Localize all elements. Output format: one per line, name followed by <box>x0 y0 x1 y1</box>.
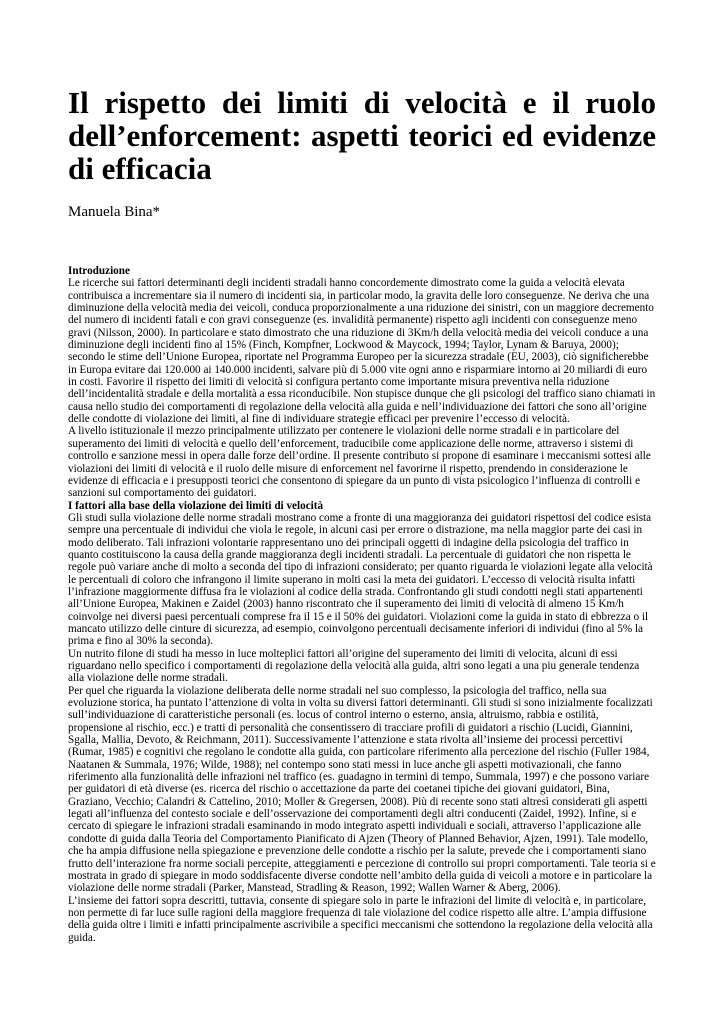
section-fattori <box>68 500 656 944</box>
section-heading: Introduzione <box>68 265 130 277</box>
paragraph: Gli studi sulla violazione delle norme stradali mostrano come a fronte di una maggioranza dei guidatori rispettosi del codice esista sempre una percentuale di individui che viola le regole, in alcuni casi per errore o distrazione, ma nella maggior parte dei casi in modo deliberato. Tali infrazioni volontarie rappresentano uno dei principali oggetti di indagine della psicologia del traffico in quanto costituiscono la causa della grande maggioranza degli incidenti stradali. La percentuale di guidatori che non rispetta le regole può variare anche di molto a seconda del tipo di infrazioni considerato; per quanto riguarda le violazioni legate alla velocità le percentuali di coloro che infrangono il limite superano in molti casi la meta dei guidatori. L’eccesso di velocità risulta infatti l’infrazione maggiormente diffusa fra le violazioni al codice della strada. Confrontando gli studi condotti negli stati appartenenti all’Unione Europea, Makinen e Zaidel (2003) hanno riscontrato che il superamento dei limiti di velocità di almeno 15 Km/h coinvolge nei diversi paesi percentuali comprese fra il 15 e il 50% dei guidatori. Violazioni come la guida in stato di ebbrezza o il mancato utilizzo delle cinture di sicurezza, ad esempio, coinvolgono percentuali decisamente inferiori di individui (fino al 5% la prima e fino al 30% la seconda). <box>68 511 653 648</box>
paragraph: Un nutrito filone di studi ha messo in luce molteplici fattori all’origine del superamento dei limiti di velocita, alcuni di essi riguardano nello specifico i comportamenti di regolazione della velocità alla guida, altri sono legati a una piu generale tendenza alla violazione delle norme stradali. <box>68 647 640 685</box>
section-introduzione <box>68 265 656 500</box>
author-name: Manuela Bina* <box>68 204 161 220</box>
paragraph: Le ricerche sui fattori determinanti degli incidenti stradali hanno concordemente dimostrato come la guida a velocità elevata contribuisca a incrementare sia il numero di incidenti sia, in particolar modo, la gravita delle loro conseguenze. Ne deriva che una diminuzione della velocità media dei veicoli, conduca proporzionalmente a una riduzione dei sinistri, con un maggiore decremento del numero di incidenti fatali e con gravi conseguenze (es. invalidità permanente) rispetto agli incidenti con conseguenze meno gravi (Nilsson, 2000). In particolare e stato dimostrato che una riduzione di 3Km/h della velocità media dei veicoli conduce a una diminuzione degli incidenti fino al 15% (Finch, Kompfner, Lockwood & Maycock, 1994; Taylor, Lynam & Baruya, 2000); secondo le stime dell’Unione Europea, riportate nel Programma Europeo per la sicurezza stradale (EU, 2003), ciò significherebbe in Europa evitare dai 120.000 ai 140.000 incidenti, salvare più di 5.000 vite ogni anno e risparmiare intorno ai 20 miliardi di euro in costi. Favorire il rispetto dei limiti di velocità si configura pertanto come importante misura preventiva nella riduzione dell’incidentalità stradale e della mortalità a essa riconducibile. Non stupisce dunque che gli psicologi del traffico siano chiamati in causa nello studio dei comportamenti di regolazione della velocità alla guida e nell’individuazione dei fattori che sono all’origine delle condotte di violazione dei limiti, al fine di individuare strategie efficaci per prevenire l’eccesso di velocità. <box>68 277 656 426</box>
paragraph: Per quel che riguarda la violazione deliberata delle norme stradali nel suo complesso, la psicologia del traffico, nella sua evoluzione storica, ha puntato l’attenzione di volta in volta su diversi fattori determinanti. Gli studi si sono inizialmente focalizzati sull’individuazione di caratteristiche personali (es. locus of control interno o esterno, ansia, altruismo, rabbia e ostilità, propensione al rischio, ecc.) e tratti di personalità che consentissero di tracciare profili di guidatori a rischio (Lucidi, Giannini, Sgalla, Mallia, Devoto, & Reichmann, 2011). Successivamente l’attenzione e stata rivolta all’insieme dei processi percettivi (Rumar, 1985) e cognitivi che regolano le condotte alla guida, con particolare riferimento alla percezione del rischio (Fuller 1984, Naatanen & Summala, 1976; Wilde, 1988); nel contempo sono stati messi in luce anche gli aspetti motivazionali, che fanno riferimento alla funzionalità delle infrazioni nel traffico (es. guadagno in termini di tempo, Summala, 1997) e che possono variare per guidatori di età diverse (es. ricerca del rischio o accettazione da parte dei coetanei tipiche dei giovani guidatori, Bina, Graziano, Vecchio; Calandri & Cattelino, 2010; Moller & Gregersen, 2008). Più di recente sono stati altresì considerati gli aspetti legati all’influenza del contesto sociale e dell’osservazione dei comportamenti degli altri conducenti (Zaidel, 1992). Infine, si e cercato di spiegare le infrazioni stradali esaminando in modo integrato aspetti individuali e sociali, attraverso l’applicazione alle condotte di guida dalla Teoria del Comportamento Pianificato di Ajzen (Theory of Planned Behavior, Ajzen, 1991). Tale modello, che ha ampia diffusione nella spiegazione e prevenzione delle condotte a rischio per la salute, prevede che i comportamenti siano frutto dell’interazione fra norme sociali percepite, atteggiamenti e percezione di controllo sui propri comportamenti. Tale teoria si e mostrata in grado di spiegare in modo soddisfacente diverse condotte nell’ambito della guida di veicoli a motore e in particolare la violazione delle norme stradali (Parker, Manstead, Stradling & Reason, 1992; Wallen Warner & Aberg, 2006). <box>68 684 656 895</box>
paper-title: Il rispetto dei limiti di velocità e il ruolo dell’enforcement: aspetti teorici ed evidenze di efficacia <box>68 85 656 186</box>
section-heading: I fattori alla base della violazione dei limiti di velocità <box>68 499 324 512</box>
paper-body <box>68 265 656 944</box>
paper-page <box>68 86 656 944</box>
paragraph: L’insieme dei fattori sopra descritti, tuttavia, consente di spiegare solo in parte le infrazioni del limite di velocità e, in particolare, non permette di far luce sulle ragioni della maggiore frequenza di tale violazione del codice rispetto alle altre. L’ampia diffusione della guida oltre i limiti e infatti principalmente ascrivibile a specifici meccanismi che sottendono la regolazione della velocità alla guida. <box>68 894 653 944</box>
paragraph: A livello istituzionale il mezzo principalmente utilizzato per contenere le violazioni delle norme stradali e in particolare del superamento dei limiti di velocità e quello dell’enforcement, traducibile come applicazione delle norme, attraverso i sistemi di controllo e sanzione messi in opera dalle forze dell’ordine. Il presente contributo si propone di esaminare i meccanismi sottesi alle violazioni dei limiti di velocità e il ruolo delle misure di enforcement nel favorirne il rispetto, prendendo in considerazione le evidenze di efficacia e i presupposti teorici che consentono di spiegare da un punto di vista psicologico l’influenza di controlli e sanzioni sul comportamento dei guidatori. <box>68 425 651 500</box>
